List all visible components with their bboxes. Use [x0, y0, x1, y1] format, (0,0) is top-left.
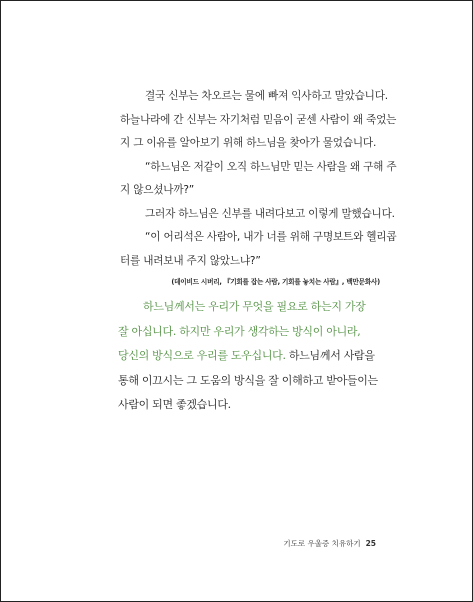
body-text: 하느님께서 사람을 [285, 349, 375, 362]
running-footer [283, 538, 376, 549]
page-number: 25 [365, 539, 376, 548]
quoted-story [120, 85, 397, 273]
highlighted-text: 하느님께서는 우리가 무엇을 필요로 하는지 가장 [143, 300, 366, 313]
book-title: 기도로 우울증 치유하기 [283, 539, 361, 548]
quote-line: 지 않으셨나까?” [120, 184, 195, 196]
quote-line: 결국 신부는 차오르는 물에 빠져 익사하고 말았습니다. [145, 90, 388, 102]
quote-line: 지 그 이유를 알아보기 위해 하느님을 찾아가 물었습니다. [120, 137, 377, 149]
source-citation: (데이비드 시버리, 『기회를 잡는 사람, 기회를 놓치는 사람』, 백만문화사) [171, 278, 380, 286]
body-text: 사람이 되면 좋겠습니다. [118, 398, 231, 411]
highlighted-text: 잘 아십니다. 하지만 우리가 생각하는 방식이 아니라, [118, 324, 361, 338]
body-paragraph [118, 295, 383, 418]
quote-line: 그러자 하느님은 신부를 내려다보고 이렇게 말했습니다. [145, 207, 395, 220]
quote-line: “이 어리석은 사람아, 내가 너를 위해 구명보트와 헬리콥 [145, 231, 397, 243]
quote-line: 하늘나라에 간 신부는 자기처럼 믿음이 굳센 사람이 왜 죽었는 [120, 113, 397, 126]
highlighted-text: 당신의 방식으로 우리를 도우십니다. [118, 349, 286, 362]
body-text: 통해 이끄시는 그 도움의 방식을 잘 이해하고 받아들이는 [118, 373, 378, 387]
quote-line: 터를 내려보내 주지 않았느냐?” [120, 254, 261, 267]
quote-line: “하느님은 저같이 오직 하느님만 믿는 사람을 왜 구해 주 [145, 160, 397, 173]
